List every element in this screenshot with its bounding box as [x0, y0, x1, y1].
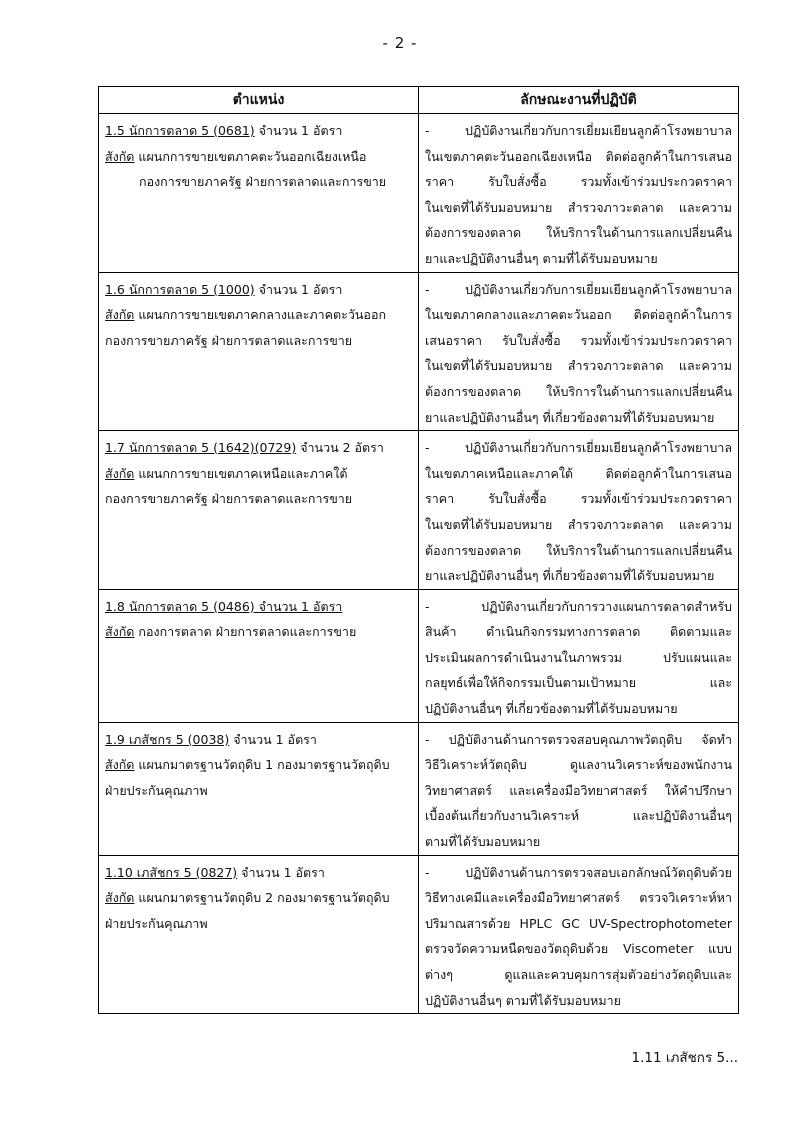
duty-line: ในเขตที่ได้รับมอบหมาย สำรวจภาวะตลาด และความ [425, 358, 732, 374]
position-title-code: 1.5 นักการตลาด 5 (0681) [105, 123, 255, 138]
affiliation [105, 144, 412, 170]
duty-line: ต้องการของตลาด ให้บริการในด้านการแลกเปลี่ยนคืน [425, 542, 732, 558]
position-title [105, 727, 412, 753]
affiliation-department: กองการขายภาครัฐ ฝ่ายการตลาดและการขาย [139, 174, 387, 190]
affiliation-unit: แผนกการขายเขตภาคกลางและภาคตะวันออก [134, 307, 387, 323]
affiliation-department: กองการขายภาครัฐ ฝ่ายการตลาดและการขาย [105, 332, 353, 348]
duty-line: ปฏิบัติงานอื่นๆ ตามที่ได้รับมอบหมาย [425, 992, 621, 1008]
duty-line: ยาและปฏิบัติงานอื่นๆ ที่เกี่ยวข้องตามที่ได้รับมอบหมาย [425, 568, 715, 584]
position-title-count: จำนวน 1 อัตรา [237, 864, 325, 880]
duties-cell [419, 589, 739, 722]
position-title [105, 118, 412, 144]
duty-line: ยาและปฏิบัติงานอื่นๆ ที่เกี่ยวข้องตามที่ได้รับมอบหมาย [425, 409, 715, 425]
duty-line: - ปฏิบัติงานเกี่ยวกับการเยี่ยมเยียนลูกค้าโรงพยาบาล [425, 123, 732, 138]
duty-line: - ปฏิบัติงานด้านการตรวจสอบเอกลักษณ์วัตถุดิบด้วย [425, 864, 732, 880]
header-duties: ลักษณะงานที่ปฏิบัติ [419, 87, 739, 114]
duty-line: - ปฏิบัติงานเกี่ยวกับการเยี่ยมเยียนลูกค้าโรงพยาบาล [425, 440, 732, 456]
duty-line: ต่างๆ ดูแลและควบคุมการสุ่มตัวอย่างวัตถุดิบและ [425, 967, 732, 982]
next-page-continuation: 1.11 เภสัชกร 5... [631, 1050, 738, 1066]
position-cell [99, 272, 419, 431]
affiliation [105, 885, 412, 911]
position-cell [99, 722, 419, 855]
position-title [105, 860, 412, 886]
affiliation-unit: แผนกการขายเขตภาคตะวันออกเฉียงเหนือ [134, 148, 367, 164]
affiliation-department: ฝ่ายประกันคุณภาพ [105, 782, 208, 798]
duty-line: - ปฏิบัติงานเกี่ยวกับการวางแผนการตลาดสำหรับ [425, 598, 732, 614]
position-title-code: 1.6 นักการตลาด 5 (1000) [105, 281, 255, 297]
position-title-count: จำนวน 2 อัตรา [296, 440, 384, 456]
position-title [105, 594, 412, 620]
position-cell [99, 589, 419, 722]
duty-line: ตรวจวัดความหนืดของวัตถุดิบด้วย Viscometer แบบ [425, 941, 732, 957]
affiliation-label: สังกัด [105, 307, 135, 323]
duty-line: ปริมาณสารด้วย HPLC GC UV-Spectrophotometer [425, 915, 732, 931]
duty-line: - ปฏิบัติงานเกี่ยวกับการเยี่ยมเยียนลูกค้าโรงพยาบาล [425, 281, 732, 297]
position-title-code: 1.10 เภสัชกร 5 (0827) [105, 864, 238, 880]
affiliation [105, 302, 412, 328]
table-row [99, 722, 739, 855]
duty-line: ปฏิบัติงานอื่นๆ ที่เกี่ยวข้องตามที่ได้รับมอบหมาย [425, 701, 678, 717]
duty-line: ในเขตภาคตะวันออกเฉียงเหนือ ติดต่อลูกค้าในการเสนอ [425, 148, 732, 164]
table-row [99, 272, 739, 431]
duties-cell [419, 272, 739, 431]
duty-line: ต้องการของตลาด ให้บริการในด้านการแลกเปลี่ยนคืน [425, 383, 732, 399]
position-cell [99, 431, 419, 590]
job-table [98, 86, 739, 1014]
duty-line: ในเขตที่ได้รับมอบหมาย สำรวจภาวะตลาด และความ [425, 516, 732, 532]
affiliation [105, 461, 412, 487]
position-cell [99, 855, 419, 1014]
affiliation-department: ฝ่ายประกันคุณภาพ [105, 915, 208, 931]
position-title-code: 1.8 นักการตลาด 5 (0486) จำนวน 1 อัตรา [105, 598, 343, 614]
table-row [99, 589, 739, 722]
position-title [105, 277, 412, 303]
duty-line: ตามที่ได้รับมอบหมาย [425, 834, 541, 850]
affiliation-label: สังกัด [105, 757, 135, 773]
header-position: ตำแหน่ง [99, 87, 419, 114]
duty-line: วิธีทางเคมีและเครื่องมือวิทยาศาสตร์ ตรวจวิเคราะห์หา [425, 890, 732, 906]
affiliation-unit: แผนกการขายเขตภาคเหนือและภาคใต้ [134, 465, 348, 481]
duty-line: ยาและปฏิบัติงานอื่นๆ ตามที่ได้รับมอบหมาย [425, 250, 658, 266]
duty-line: ต้องการของตลาด ให้บริการในด้านการแลกเปลี่ยนคืน [425, 225, 732, 241]
table-row [99, 114, 739, 273]
affiliation-unit: กองการตลาด ฝ่ายการตลาดและการขาย [134, 624, 357, 640]
position-cell [99, 114, 419, 273]
position-title-count: จำนวน 1 อัตรา [254, 123, 343, 138]
position-title-count: จำนวน 1 อัตรา [229, 731, 317, 747]
duties-cell [419, 722, 739, 855]
affiliation-label: สังกัด [105, 624, 135, 640]
duty-line: ในเขตที่ได้รับมอบหมาย สำรวจภาวะตลาด และความ [425, 199, 732, 215]
affiliation [105, 752, 412, 778]
duties-cell [419, 431, 739, 590]
position-title-code: 1.9 เภสัชกร 5 (0038) [105, 731, 230, 747]
duty-line: ในเขตภาคเหนือและภาคใต้ ติดต่อลูกค้าในการเสนอ [425, 465, 732, 481]
duty-line: สินค้า ดำเนินกิจกรรมทางการตลาด ติดตามและ [425, 624, 732, 640]
duty-line: เสนอราคา รับใบสั่งซื้อ รวมทั้งเข้าร่วมประกวดราคา [425, 332, 732, 348]
affiliation-unit: แผนกมาตรฐานวัตถุดิบ 1 กองมาตรฐานวัตถุดิบ [134, 757, 390, 773]
affiliation-label: สังกัด [105, 465, 135, 481]
duty-line: ราคา รับใบสั่งซื้อ รวมทั้งเข้าร่วมประกวดราคา [425, 491, 732, 507]
table-row [99, 431, 739, 590]
position-title [105, 435, 412, 461]
duty-line: - ปฏิบัติงานด้านการตรวจสอบคุณภาพวัตถุดิบ จัดทำ [425, 731, 732, 747]
affiliation [105, 619, 412, 645]
affiliation-label: สังกัด [105, 890, 135, 906]
duty-line: ในเขตภาคกลางและภาคตะวันออก ติดต่อลูกค้าในการ [425, 307, 732, 323]
position-title-code: 1.7 นักการตลาด 5 (1642)(0729) [105, 440, 297, 456]
position-title-count: จำนวน 1 อัตรา [254, 281, 343, 297]
table-row [99, 855, 739, 1014]
affiliation-unit: แผนกมาตรฐานวัตถุดิบ 2 กองมาตรฐานวัตถุดิบ [134, 890, 390, 906]
duties-cell [419, 855, 739, 1014]
duty-line: วิธีวิเคราะห์วัตถุดิบ ดูแลงานวิเคราะห์ของพนักงาน [425, 757, 732, 773]
duty-line: เบื้องต้นเกี่ยวกับงานวิเคราะห์ และปฏิบัติงานอื่นๆ [425, 808, 732, 824]
duty-line: ราคา รับใบสั่งซื้อ รวมทั้งเข้าร่วมประกวดราคา [425, 174, 732, 190]
duty-line: วิทยาศาสตร์ และเครื่องมือวิทยาศาสตร์ ให้คำปรึกษา [425, 782, 732, 798]
affiliation-department: กองการขายภาครัฐ ฝ่ายการตลาดและการขาย [105, 491, 353, 507]
page-number: - 2 - [382, 34, 418, 52]
duty-line: กลยุทธ์เพื่อให้กิจกรรมเป็นตามเป้าหมาย และ [425, 675, 732, 691]
affiliation-label: สังกัด [105, 148, 135, 164]
duty-line: ประเมินผลการดำเนินงานในภาพรวม ปรับแผนและ [425, 649, 732, 665]
duties-cell [419, 114, 739, 273]
table-header-row [99, 87, 739, 114]
